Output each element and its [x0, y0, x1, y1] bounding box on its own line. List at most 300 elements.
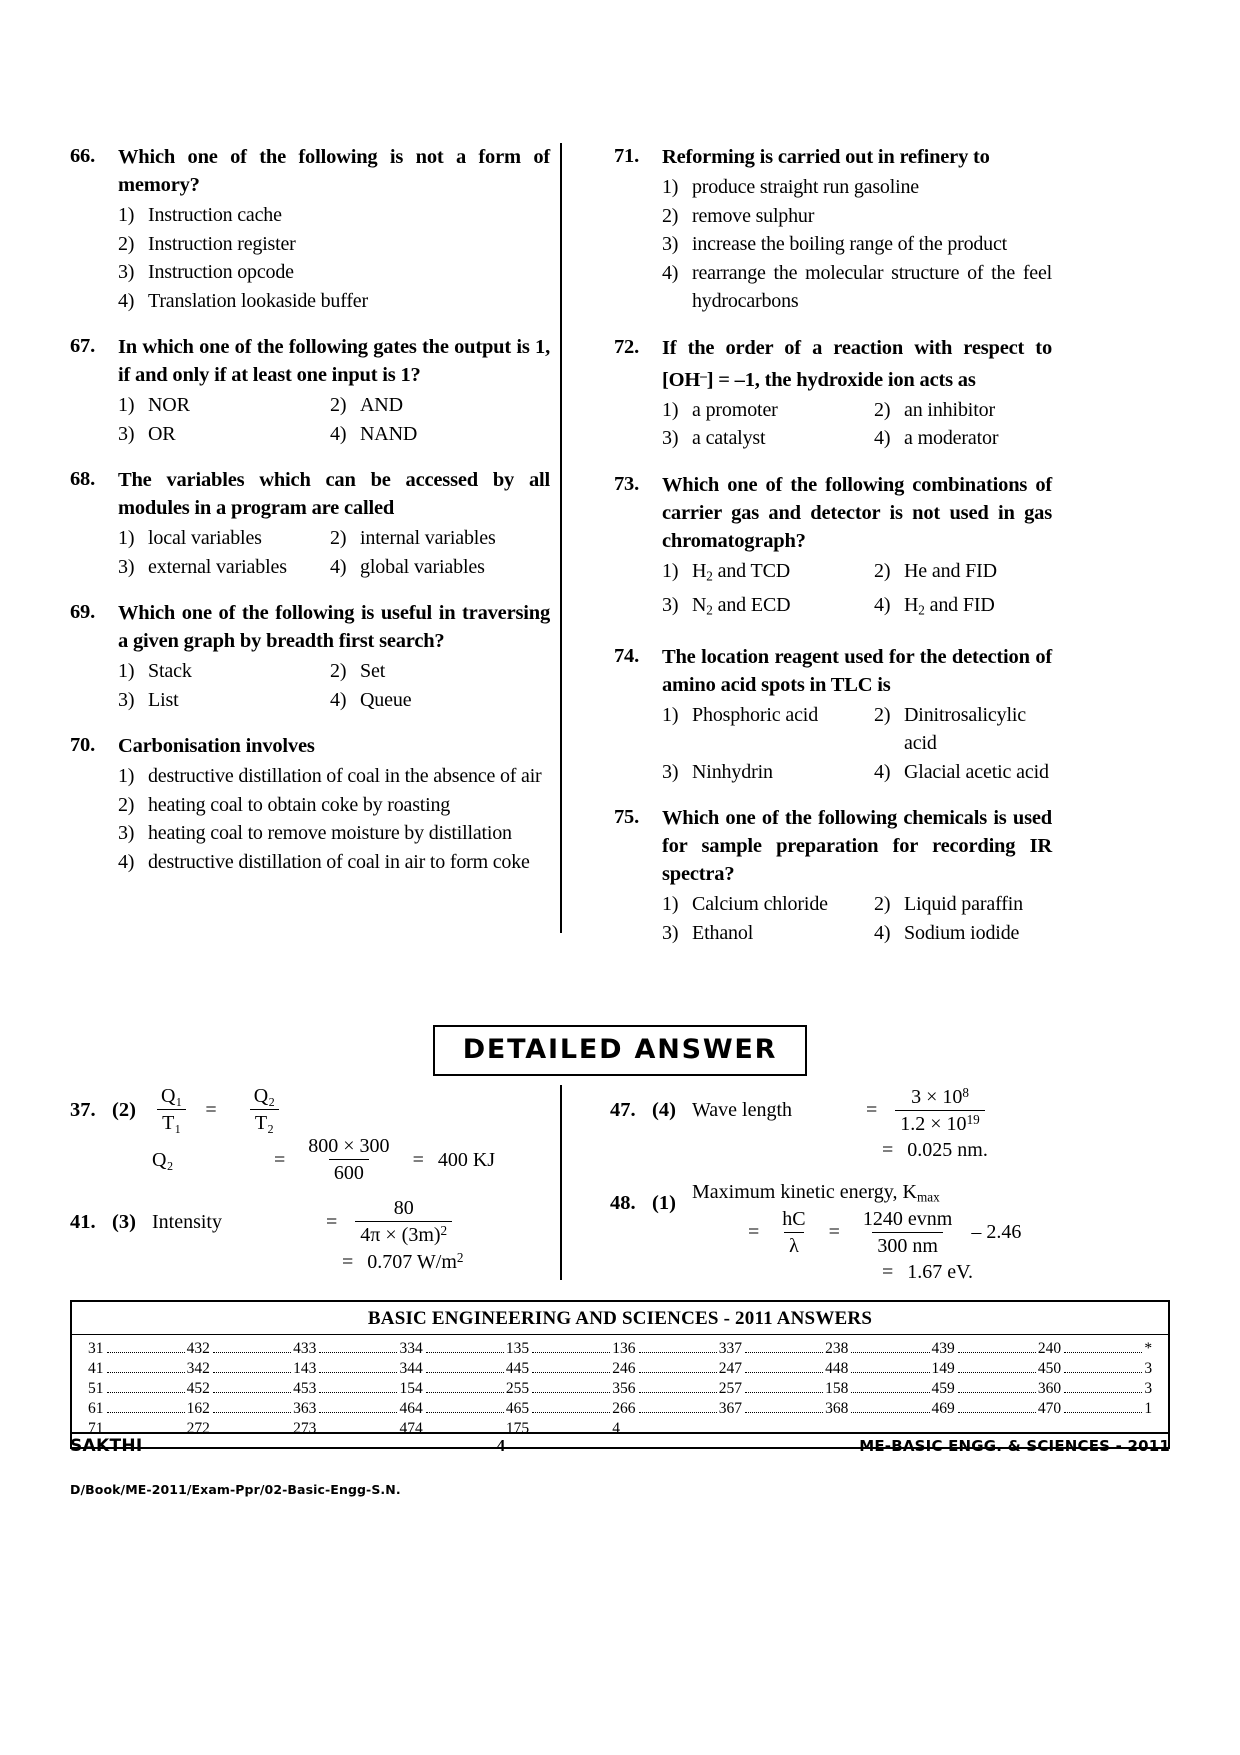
option[interactable]: [662, 758, 874, 787]
detailed-answers-left: [70, 1085, 560, 1280]
equals-sign: =: [205, 1098, 217, 1121]
option[interactable]: [874, 396, 1052, 425]
answer-key-dots: [639, 1392, 717, 1393]
answer-key-cell: [301, 1339, 407, 1359]
answer-key-question: 74: [407, 1420, 423, 1437]
answer-key-dots: [107, 1372, 185, 1373]
detailed-answers-area: [70, 1085, 1170, 1284]
math-value: 400 KJ: [437, 1148, 496, 1171]
option-text: heating coal to remove moisture by distillation: [148, 822, 512, 844]
option[interactable]: [874, 758, 1052, 787]
option-row: [662, 557, 1052, 591]
question-number: 75.: [614, 806, 640, 829]
question: [614, 643, 1052, 787]
answer-key-dots: [213, 1352, 291, 1353]
answer-key-answer: 4: [186, 1340, 195, 1357]
answer-key-answer: 2: [718, 1360, 727, 1377]
option[interactable]: [330, 657, 550, 686]
option[interactable]: [662, 259, 1052, 316]
detailed-answer-math: [152, 1197, 560, 1277]
option-marker: 3): [662, 921, 679, 944]
equals-sign: =: [882, 1261, 894, 1284]
answer-key-dots: [532, 1372, 610, 1373]
question-text: Carbonisation involves: [118, 735, 315, 757]
answer-key-question: 54: [407, 1380, 423, 1397]
option-text: Calcium chloride: [692, 893, 828, 916]
answer-key-dots: [319, 1392, 397, 1393]
answer-key-dots: [1064, 1412, 1142, 1413]
answer-key-question: 57: [726, 1380, 742, 1397]
answer-key-cell: [1046, 1339, 1152, 1359]
option[interactable]: [118, 524, 330, 553]
question-text: Which one of the following is useful in traversing a given graph by breadth first search?: [118, 602, 550, 652]
answer-key-cell: [514, 1379, 620, 1399]
answer-key-question: 59: [939, 1380, 955, 1397]
answer-key-question: 39: [939, 1340, 955, 1357]
answer-key-cell: [833, 1339, 939, 1359]
answer-key-answer: 3: [718, 1400, 727, 1417]
detailed-answer-item: [610, 1178, 1052, 1288]
option[interactable]: [662, 202, 1052, 231]
option-row: [118, 686, 550, 715]
fraction: [156, 1085, 187, 1135]
answer-key-dots: [639, 1412, 717, 1413]
option[interactable]: [874, 424, 1052, 453]
answer-key-answer: 4: [612, 1420, 621, 1437]
option-row: [118, 524, 550, 553]
option-text: List: [148, 688, 179, 711]
detailed-answer-math: [692, 1085, 1052, 1166]
option-marker: 2): [330, 394, 347, 416]
answer-key-answer: 2: [293, 1420, 301, 1437]
option[interactable]: [118, 848, 550, 877]
option-list: [662, 396, 1052, 453]
answer-key-answer: *: [1144, 1340, 1153, 1357]
option[interactable]: [330, 686, 550, 715]
equals-sign: =: [866, 1098, 878, 1121]
option-row: [118, 420, 550, 449]
option[interactable]: [662, 173, 1052, 202]
answer-key-answer: 3: [1037, 1380, 1046, 1397]
option-list: [118, 391, 550, 448]
answer-key-grid: [72, 1339, 1168, 1439]
answer-key-answer: 4: [293, 1340, 301, 1357]
answer-key-question: 40: [1045, 1340, 1062, 1357]
answer-key-answer: 1: [293, 1360, 301, 1377]
option-marker: 1): [118, 660, 135, 682]
answer-key-answer: 1: [825, 1380, 833, 1397]
question-text: The variables which can be accessed by all modules in a program are called: [118, 469, 550, 519]
answer-key-question: 45: [513, 1360, 530, 1377]
equals-sign: =: [828, 1221, 840, 1244]
math-line: [152, 1197, 560, 1247]
option[interactable]: [118, 420, 330, 449]
question-number: 74.: [614, 644, 640, 667]
answer-key-cell: [726, 1359, 832, 1379]
math-line: [152, 1135, 560, 1185]
option-text: a moderator: [904, 427, 999, 450]
answer-key-dots: [958, 1352, 1036, 1353]
option[interactable]: [330, 420, 550, 449]
option-marker: 2): [330, 527, 347, 549]
questions-column-left: [70, 143, 560, 933]
option-text: $N_2$ and ECD: [692, 593, 791, 618]
option-text: Sodium iodide: [904, 921, 1020, 944]
answer-key-question: 49: [939, 1360, 955, 1377]
footer-subject: ME-BASIC ENGG. & SCIENCES - 2011: [859, 1437, 1170, 1455]
option-row: [662, 758, 1052, 787]
question: [70, 466, 550, 581]
option-text: heating coal to obtain coke by roasting: [148, 793, 451, 816]
answer-key-cell: [194, 1399, 300, 1419]
option-marker: 3): [662, 233, 679, 255]
answer-key-question: 69: [939, 1400, 955, 1417]
option[interactable]: [118, 553, 330, 582]
detailed-answer-number: 48.: [610, 1191, 636, 1214]
option[interactable]: [662, 230, 1052, 259]
option-text: destructive distillation of coal in the absence of air: [148, 765, 542, 787]
option-text: Instruction register: [148, 232, 296, 255]
math-value: 1.67 eV.: [907, 1261, 974, 1284]
option-marker: 1): [118, 527, 135, 549]
option-marker: 3): [662, 593, 679, 616]
option[interactable]: [118, 762, 550, 791]
math-label: Intensity: [152, 1210, 222, 1233]
answer-key-cell: [194, 1379, 300, 1399]
option[interactable]: [330, 524, 550, 553]
answer-key-answer: 2: [825, 1340, 833, 1357]
answer-key-cell: [1046, 1359, 1152, 1379]
answer-key-cell: [194, 1359, 300, 1379]
option-marker: 2): [330, 660, 347, 682]
answer-key-question: 50: [1045, 1360, 1062, 1377]
option-marker: 3): [118, 822, 135, 844]
question-number: 69.: [70, 601, 96, 623]
detailed-answer-number: 41.: [70, 1211, 96, 1233]
answer-key-dots: [213, 1372, 291, 1373]
question-text: Which one of the following is not a form of memory?: [118, 146, 550, 196]
answer-key-cell: [301, 1399, 407, 1419]
answer-key-cell: [514, 1359, 620, 1379]
question-number: 67.: [70, 335, 96, 357]
option-row: [662, 396, 1052, 425]
option-marker: 2): [662, 204, 679, 227]
option-text: a catalyst: [692, 427, 766, 450]
math-text: Maximum kinetic energy, $K_{max}$: [692, 1180, 940, 1205]
answer-key-row: [88, 1379, 1152, 1399]
question: [70, 143, 550, 315]
answer-key-box: [70, 1300, 1170, 1449]
option-marker: 3): [118, 688, 135, 711]
option-text: global variables: [360, 555, 485, 578]
answer-key-dots: [639, 1372, 717, 1373]
option-text: Queue: [360, 688, 412, 711]
answer-key-cell: [1046, 1399, 1152, 1419]
answer-key-question: 47: [726, 1360, 742, 1377]
option-marker: 4): [118, 289, 135, 312]
answer-key-dots: [107, 1352, 185, 1353]
question-text: In which one of the following gates the output is 1, if and only if at least one input is 1?: [118, 336, 550, 386]
option[interactable]: [662, 396, 874, 425]
math-line: [692, 1258, 1052, 1288]
option-text: increase the boiling range of the product: [692, 233, 1008, 255]
detailed-answer-item: [70, 1085, 560, 1185]
answer-key-question: 58: [832, 1380, 849, 1397]
option-text: He and FID: [904, 559, 997, 582]
answer-key-cell: [939, 1359, 1045, 1379]
option[interactable]: [118, 791, 550, 820]
question-body: [662, 804, 1052, 947]
option-marker: 1): [118, 204, 135, 226]
answer-key-question: 72: [194, 1420, 210, 1437]
option-row: [118, 391, 550, 420]
answer-key-question: 42: [194, 1360, 210, 1377]
answer-key-question: 52: [194, 1380, 210, 1397]
option-list: [662, 701, 1052, 787]
denominator: 600: [329, 1159, 369, 1185]
detailed-answer-number: 37.: [70, 1099, 96, 1121]
footer-rule: [70, 1432, 1170, 1434]
answer-key-dots: [319, 1352, 397, 1353]
equals-sign: =: [748, 1221, 760, 1244]
option[interactable]: [874, 701, 1052, 758]
answer-key-answer: 4: [931, 1380, 940, 1397]
math-line: [692, 1208, 1052, 1258]
option[interactable]: [874, 557, 1052, 591]
option-row: [662, 701, 1052, 758]
option-marker: 4): [874, 427, 891, 450]
answer-key-cell: [1046, 1379, 1152, 1399]
answer-key-question: 65: [513, 1400, 530, 1417]
question-body: [118, 599, 550, 714]
numerator: 800 × 300: [308, 1135, 390, 1157]
answer-key-answer: 3: [399, 1340, 408, 1357]
answer-key-answer: 3: [399, 1360, 408, 1377]
option-text: AND: [360, 394, 403, 416]
detailed-answer-math: [692, 1178, 1052, 1288]
answer-key-dots: [426, 1352, 504, 1353]
option[interactable]: [330, 391, 550, 420]
option-row: [662, 591, 1052, 625]
answer-key-dots: [319, 1372, 397, 1373]
answer-key-cell: [939, 1339, 1045, 1359]
answer-key-answer: 2: [612, 1400, 621, 1417]
option-list: [118, 201, 550, 315]
answer-key-cell: [88, 1379, 194, 1399]
option-marker: 1): [662, 176, 679, 198]
option-text: Glacial acetic acid: [904, 760, 1049, 783]
option-text: Set: [360, 660, 386, 682]
question-number: 70.: [70, 734, 96, 756]
option-list: [118, 524, 550, 581]
answer-key-cell: [407, 1339, 513, 1359]
option[interactable]: [874, 890, 1052, 919]
answer-key-answer: 3: [1144, 1360, 1153, 1377]
answer-key-dots: [1064, 1352, 1142, 1353]
answer-key-question: 63: [300, 1400, 317, 1417]
option[interactable]: [662, 890, 874, 919]
math-line: [152, 1247, 560, 1277]
denominator: T₂: [250, 1109, 279, 1135]
option-marker: 3): [118, 555, 135, 578]
answer-key-cell: [301, 1379, 407, 1399]
footer-brand: SAKTHI: [70, 1436, 143, 1456]
answer-key-dots: [958, 1412, 1036, 1413]
option-text: remove sulphur: [692, 204, 815, 227]
fraction: [858, 1208, 957, 1258]
option[interactable]: [118, 819, 550, 848]
option[interactable]: [118, 686, 330, 715]
question-text: Which one of the following combinations of carrier gas and detector is not used in gas chromatograph?: [662, 473, 1052, 552]
detailed-answer-heading: DETAILED ANSWER: [433, 1025, 808, 1076]
denominator: T₁: [157, 1109, 186, 1135]
option[interactable]: [662, 557, 874, 591]
question-text: Which one of the following chemicals is used for sample preparation for recording IR spectra?: [662, 807, 1052, 886]
answer-key-cell: [939, 1379, 1045, 1399]
answer-key-cell: [726, 1379, 832, 1399]
option[interactable]: [118, 201, 550, 230]
numerator: 1240 evnm: [862, 1207, 953, 1230]
answer-key-dots: [851, 1352, 929, 1353]
option[interactable]: [662, 424, 874, 453]
option[interactable]: [118, 258, 550, 287]
equals-sign: =: [882, 1139, 894, 1162]
numerator: Q₁: [161, 1085, 183, 1107]
answer-key-question: 56: [620, 1380, 636, 1397]
answer-key-question: 38: [832, 1340, 849, 1357]
answer-key-answer: 3: [825, 1400, 833, 1417]
question-number: 73.: [614, 472, 640, 495]
answer-key-row: [88, 1359, 1152, 1379]
option[interactable]: [874, 591, 1052, 625]
option-list: [662, 173, 1052, 316]
answer-key-dots: [532, 1392, 610, 1393]
answer-key-question: 75: [513, 1420, 530, 1437]
answer-key-cell: [88, 1399, 194, 1419]
option[interactable]: [662, 701, 874, 758]
option-text: OR: [148, 422, 176, 445]
option-text: Translation lookaside buffer: [148, 289, 368, 312]
equals-sign: =: [412, 1148, 424, 1171]
math-line: [692, 1178, 1052, 1208]
question-text: The location reagent used for the detection of amino acid spots in TLC is: [662, 645, 1052, 696]
option[interactable]: [118, 657, 330, 686]
answer-key-cell: [833, 1379, 939, 1399]
answer-key-answer: 2: [612, 1360, 621, 1377]
answer-key-title: BASIC ENGINEERING AND SCIENCES - 2011 ANSWERS: [72, 1308, 1168, 1335]
option-marker: 4): [874, 921, 891, 944]
questions-area: [70, 143, 1170, 944]
answer-key-dots: [745, 1352, 823, 1353]
answer-key-answer: 4: [505, 1400, 514, 1417]
option-marker: 1): [118, 394, 135, 416]
answer-key-question: 68: [832, 1400, 849, 1417]
math-label: Wave length: [692, 1098, 793, 1121]
question-number: 71.: [614, 145, 640, 167]
option-row: [662, 424, 1052, 453]
option-marker: 4): [874, 593, 891, 616]
answer-key-answer: 3: [718, 1340, 727, 1357]
option[interactable]: [662, 591, 874, 625]
option-marker: 3): [118, 422, 135, 445]
answer-key-answer: 3: [186, 1360, 195, 1377]
answer-key-dots: [1064, 1372, 1142, 1373]
option[interactable]: [118, 230, 550, 259]
answer-key-answer: 1: [612, 1340, 621, 1357]
question-body: [662, 334, 1052, 453]
answer-key-dots: [426, 1412, 504, 1413]
question-body: [662, 471, 1052, 625]
answer-key-cell: [939, 1399, 1045, 1419]
fraction: [777, 1208, 810, 1258]
detailed-answer-item: [70, 1197, 560, 1277]
detailed-answer-math: [152, 1085, 560, 1185]
option-text: a promoter: [692, 398, 778, 421]
answer-key-row: [88, 1339, 1152, 1359]
answer-key-answer: 4: [186, 1380, 195, 1397]
option-marker: 1): [662, 559, 679, 582]
numerator: hC: [782, 1207, 806, 1230]
answer-key-cell: [88, 1359, 194, 1379]
answer-key-answer: 3: [612, 1380, 621, 1397]
option-marker: 4): [662, 261, 679, 284]
option[interactable]: [118, 287, 550, 316]
option[interactable]: [118, 391, 330, 420]
answer-key-question: 43: [300, 1360, 317, 1377]
option-marker: 3): [662, 760, 679, 783]
answer-key-row: [88, 1399, 1152, 1419]
answer-key-question: 34: [407, 1340, 423, 1357]
option-list: [118, 762, 550, 876]
answer-key-question: 48: [832, 1360, 849, 1377]
answer-key-question: 33: [300, 1340, 317, 1357]
option[interactable]: [662, 919, 874, 948]
question-body: [118, 333, 550, 448]
answer-key-cell: [620, 1379, 726, 1399]
questions-column-right: [562, 143, 1052, 944]
answer-key-cell: [407, 1399, 513, 1419]
answer-key-dots: [532, 1352, 610, 1353]
answer-key-question: 66: [620, 1400, 636, 1417]
answer-key-dots: [319, 1412, 397, 1413]
math-tail: – 2.46: [971, 1221, 1022, 1244]
answer-key-question: 73: [300, 1420, 317, 1437]
answer-key-answer: 4: [505, 1360, 514, 1377]
option-marker: 2): [118, 232, 135, 255]
question-text: If the order of a reaction with respect to [OH–] = –1, the hydroxide ion acts as: [662, 336, 1052, 391]
question-body: [118, 143, 550, 315]
answer-key-dots: [851, 1392, 929, 1393]
option-marker: 1): [118, 765, 135, 787]
answer-key-answer: 4: [1037, 1360, 1046, 1377]
page-footer: [70, 1436, 1170, 1456]
answer-key-question: 51: [88, 1380, 104, 1397]
question-number: 66.: [70, 145, 96, 167]
answer-key-answer: 1: [505, 1340, 514, 1357]
option[interactable]: [330, 553, 550, 582]
option-row: [118, 657, 550, 686]
option[interactable]: [874, 919, 1052, 948]
question-number: 72.: [614, 335, 640, 358]
answer-key-dots: [958, 1372, 1036, 1373]
option-text: produce straight run gasoline: [692, 176, 919, 198]
answer-key-question: 71: [88, 1420, 104, 1437]
denominator: λ: [784, 1232, 804, 1258]
option-marker: 4): [874, 760, 891, 783]
answer-key-dots: [958, 1392, 1036, 1393]
option-row: [118, 553, 550, 582]
question: [70, 333, 550, 448]
